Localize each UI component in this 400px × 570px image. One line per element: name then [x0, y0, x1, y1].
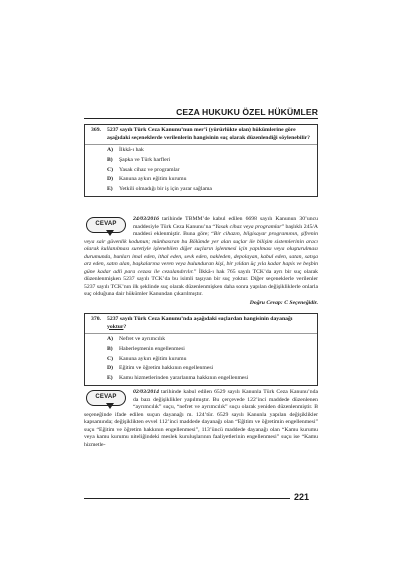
question-stem — [85, 125, 317, 144]
answer-badge-wrap — [84, 389, 130, 411]
answer-date: 02/03/2014 — [133, 389, 159, 395]
option-letter: D) — [107, 365, 114, 372]
option-d — [107, 175, 313, 185]
option-letter: A) — [107, 147, 114, 154]
option-letter: A) — [107, 336, 114, 343]
option-text: Eğitim ve öğretim hakkının engellenmesi — [119, 365, 214, 372]
option-text: Şapka ve Türk harfleri — [119, 156, 171, 163]
option-text: Yetkili olmadığı bir iş için yarar sağlama — [119, 185, 212, 192]
answer-text: ” İlkkâ-ı hak 765 sayılı TCK’da ayrı bir suç olarak düzenlenmişken 5237 sayılı TCK’da bu isimli taşıyan bir suç yoktur. Diğer seçeneklerle verilenler 5237 sayılı TCK’nın ilk şeklinde suç olarak düzenlenmişken daha sonra yapılan değişikliklerle onlarla suç olduğuna dair hükümler Kanundan çıkarılmıştır. — [84, 268, 318, 297]
option-d — [107, 364, 313, 374]
answer-text: tarihinde kabul edilen 6529 sayılı Kanunla Türk Ceza Kanunu’nda da bazı değişiklikler yapılmıştır. Bu çerçevede 122’inci maddede düzenlenen “ayrımcılık” suçu, “nefret ve ayrımcılık” suçu olarak yeniden düzenlenmiştir. B seçeneğinde ifade edilen suçun dayanağı m. 124’tür. 6529 sayılı Kanunla yapılan değişiklikler kapsamında; değişiklikten evvel 112’inci maddede dayanağı olan “Eğitim ve öğretimin engellenmesi” suçu “Eğitim ve öğretim hakkının engellenmesi”, 113’üncü maddede dayanağı olan “Kamu kurumu veya kamu kurumu niteliğindeki meslek kuruluşlarının faaliyetlerinin engellenmesi” suçu ise “Kamu hizmetle- — [84, 389, 318, 448]
option-a — [107, 146, 313, 156]
answer-quote-body: Bir cihazın, bilgisayar programının, şifrenin veya sair güvenlik kodunun; münhasıran bu Bölümde yer alan suçlar ile bilişim sistemlerinin aracı olarak kullanılması suretiyle işlenebilen diğer suçların işlenmesi için yapılması veya oluşturulması durumunda, bunları imal eden, ithal eden, sevk eden, nakleden, depolayan, kabul eden, satan, satışa arz eden, satın alan, başkalarına veren veya bulunduran kişi, bir yıldan üç yıla kadar hapis ve beşbin güne kadar adli para cezası ile cezalandırılır. — [84, 231, 318, 275]
question-text: 5237 sayılı Türk Ceza Kanunu’nun mer’î (yürürlükte olan) hükümlerine göre aşağıdaki seçeneklerde verilenlerin hangisinin suç olarak düzenlendiği söylenebilir? — [107, 127, 311, 141]
answer-date: 24/03/2016 — [133, 216, 159, 222]
option-letter: C) — [107, 355, 114, 362]
question-box-369 — [84, 124, 318, 197]
option-a — [107, 335, 313, 345]
options-list — [85, 145, 317, 196]
answer-370 — [84, 389, 318, 449]
question-text-part: ? — [123, 323, 127, 330]
answer-text: tarihinde TBMM’de kabul edilen 6698 sayılı Kanunun 30’uncu maddesiyle Türk Ceza Kanunu’na “ — [133, 216, 318, 230]
option-letter: B) — [107, 156, 113, 163]
option-text: Kanuna aykırı eğitim kurumu — [119, 355, 187, 362]
answer-369 — [84, 216, 318, 307]
question-text-part: 5237 sayılı Türk Ceza Kanunu’nda aşağıdaki suçlardan hangisinin dayanağı — [107, 316, 293, 322]
option-c — [107, 166, 313, 176]
option-letter: D) — [107, 176, 114, 183]
option-text: Kamu hizmetlerinden yararlanma hakkının engellenmesi — [119, 374, 249, 381]
badge-pointer-icon — [106, 403, 114, 409]
option-text: Haberleşmenin engellenmesi — [119, 345, 185, 352]
answer-quote-title: Yasak cihaz veya programlar — [215, 223, 282, 230]
header-rule — [84, 118, 318, 119]
option-b — [107, 156, 313, 166]
correct-answer: Doğru Cevap: C Seçeneğidir. — [249, 299, 318, 306]
page-number: 221 — [294, 492, 310, 502]
running-header: CEZA HUKUKU ÖZEL HÜKÜMLER — [176, 107, 318, 117]
question-stem — [85, 314, 317, 333]
question-number: 369. — [91, 127, 101, 133]
answer-text: ” başlıklı 245/A maddesi eklenmiştir. Buna göre; “ — [133, 223, 318, 237]
option-letter: E) — [107, 185, 113, 192]
option-letter: B) — [107, 345, 113, 352]
cevap-badge: CEVAP — [86, 217, 126, 233]
answer-badge-wrap — [84, 216, 130, 238]
option-e — [107, 185, 313, 195]
options-list — [85, 334, 317, 385]
option-text: Kanuna aykırı eğitim kurumu — [119, 176, 187, 183]
badge-pointer-icon — [106, 230, 114, 236]
question-box-370 — [84, 313, 318, 386]
option-c — [107, 355, 313, 365]
option-b — [107, 345, 313, 355]
option-text: Nefret ve ayrımcılık — [119, 336, 166, 343]
option-e — [107, 374, 313, 384]
option-text: İlkkâ-ı hak — [119, 147, 144, 154]
cevap-badge: CEVAP — [86, 390, 126, 406]
option-letter: E) — [107, 374, 113, 381]
option-text: Yasak cihaz ve programlar — [119, 166, 180, 173]
question-emphasis: yoktur — [107, 323, 124, 330]
footer-rule — [84, 498, 290, 499]
option-letter: C) — [107, 166, 114, 173]
question-number: 370. — [91, 316, 101, 322]
question-text — [107, 316, 313, 331]
